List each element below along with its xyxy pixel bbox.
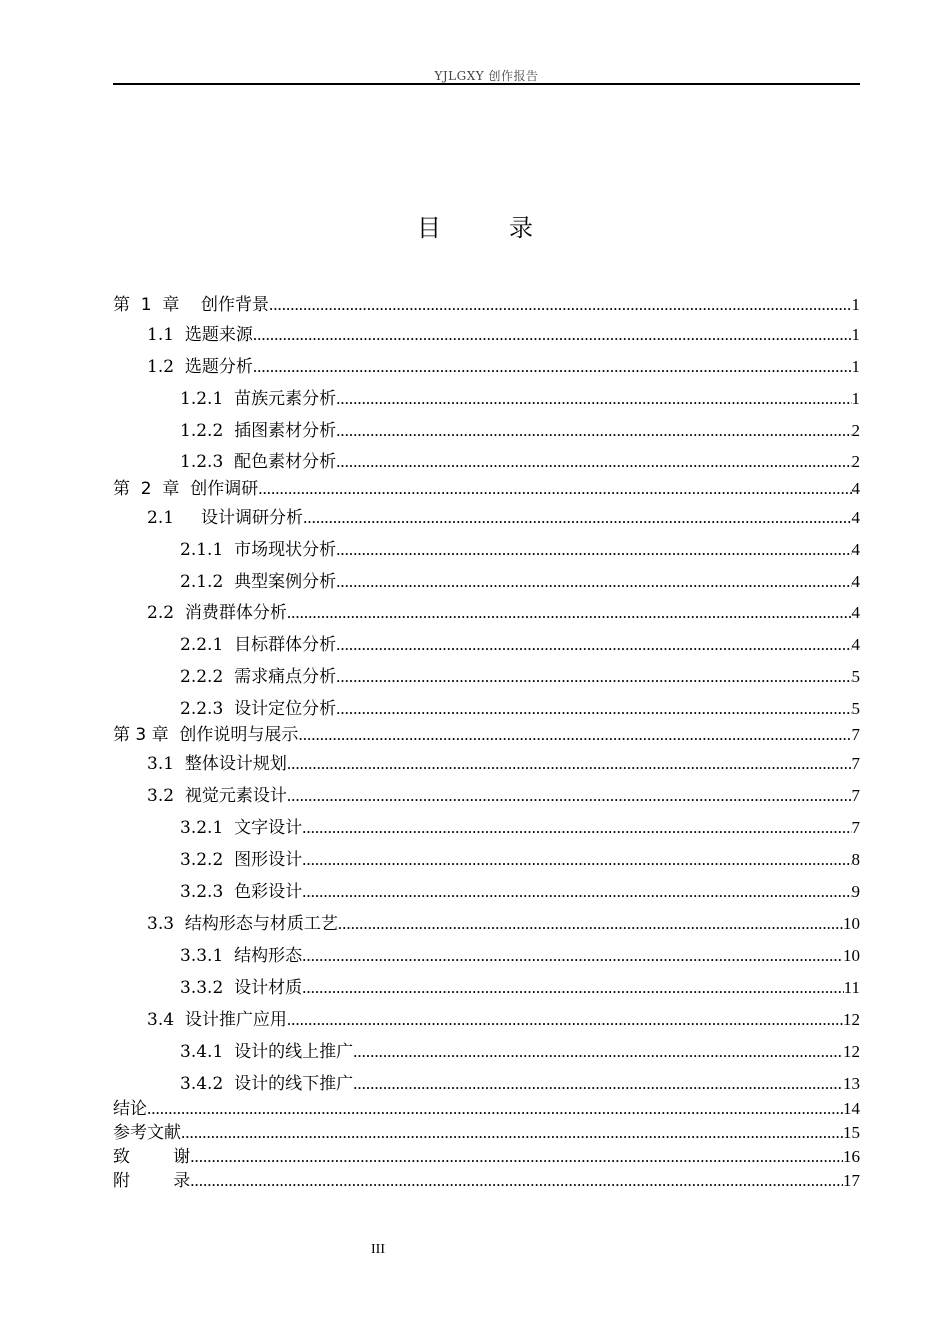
toc-dot-leader xyxy=(336,633,851,657)
toc-entry[interactable] xyxy=(113,355,860,379)
toc-dot-leader xyxy=(353,1040,843,1064)
toc-entry-page: 12 xyxy=(843,1042,860,1061)
toc-entry[interactable] xyxy=(113,912,860,936)
toc-entry-page: 10 xyxy=(843,914,860,933)
toc-entry-label: 3.2.2 图形设计 xyxy=(180,850,303,870)
toc-entry-label: 致 谢 xyxy=(113,1147,191,1167)
toc-dot-leader xyxy=(336,538,851,562)
toc-entry-page: 5 xyxy=(851,699,860,718)
toc-dot-leader xyxy=(336,387,851,411)
toc-entry-page: 1 xyxy=(851,357,860,376)
toc-entry[interactable] xyxy=(113,723,860,747)
toc-entry-page: 5 xyxy=(851,667,860,686)
toc-dot-leader xyxy=(190,1169,843,1193)
toc-entry-page: 10 xyxy=(843,946,860,965)
toc-dot-leader xyxy=(287,784,852,808)
toc-entry-label: 附 录 xyxy=(113,1171,191,1191)
toc-entry[interactable] xyxy=(113,1008,860,1032)
toc-entry-page: 1 xyxy=(851,325,860,344)
toc-entry-label: 1.1 选题来源 xyxy=(147,325,253,345)
toc-entry-label: 1.2.3 配色素材分析 xyxy=(180,452,337,472)
toc-dot-leader xyxy=(287,601,852,625)
toc-entry-page: 2 xyxy=(851,452,860,471)
toc-entry-page: 14 xyxy=(843,1099,860,1118)
toc-dot-leader xyxy=(147,1097,843,1121)
toc-dot-leader xyxy=(287,752,852,776)
toc-entry-page: 4 xyxy=(851,479,860,498)
toc-entry-page: 16 xyxy=(843,1147,860,1166)
toc-entry-label: 3.1 整体设计规划 xyxy=(147,754,287,774)
toc-entry-label: 3.3 结构形态与材质工艺 xyxy=(147,914,338,934)
toc-entry[interactable] xyxy=(113,976,860,1000)
toc-entry-page: 12 xyxy=(843,1010,860,1029)
toc-dot-leader xyxy=(336,697,851,721)
toc-entry[interactable] xyxy=(113,752,860,776)
toc-entry-page: 1 xyxy=(851,295,860,314)
toc-entry-label: 3.2 视觉元素设计 xyxy=(147,786,287,806)
toc-entry[interactable] xyxy=(113,848,860,872)
toc-entry-label: 3.4.2 设计的线下推广 xyxy=(180,1074,354,1094)
toc-entry-label: 1.2 选题分析 xyxy=(147,357,253,377)
toc-entry[interactable] xyxy=(113,1169,860,1193)
toc-entry[interactable] xyxy=(113,944,860,968)
toc-entry-label: 3.4 设计推广应用 xyxy=(147,1010,287,1030)
toc-dot-leader xyxy=(302,848,851,872)
toc-entry-page: 2 xyxy=(851,421,860,440)
header-rule xyxy=(113,83,860,85)
toc-entry[interactable] xyxy=(113,1072,860,1096)
toc-entry[interactable] xyxy=(113,601,860,625)
toc-entry-label: 1.2.1 苗族元素分析 xyxy=(180,389,337,409)
toc-entry-label: 2.2.2 需求痛点分析 xyxy=(180,667,337,687)
toc-entry-page: 4 xyxy=(851,603,860,622)
toc-dot-leader xyxy=(258,477,851,501)
running-header: YJLGXY 创作报告 xyxy=(434,69,539,83)
toc-entry[interactable] xyxy=(113,570,860,594)
toc-entry-page: 7 xyxy=(851,786,860,805)
toc-entry-page: 4 xyxy=(851,635,860,654)
toc-entry-label: 参考文献 xyxy=(113,1123,181,1143)
toc-dot-leader xyxy=(253,355,852,379)
toc-entry[interactable] xyxy=(113,419,860,443)
toc-entry-label: 2.2.3 设计定位分析 xyxy=(180,699,337,719)
toc-entry[interactable] xyxy=(113,1145,860,1169)
toc-dot-leader xyxy=(287,1008,843,1032)
toc-entry-page: 4 xyxy=(851,540,860,559)
toc-dot-leader xyxy=(302,976,844,1000)
toc-dot-leader xyxy=(302,880,851,904)
toc-dot-leader xyxy=(181,1121,843,1145)
toc-entry[interactable] xyxy=(113,477,860,501)
toc-dot-leader xyxy=(336,419,851,443)
toc-entry-page: 1 xyxy=(851,389,860,408)
page-number: III xyxy=(371,1242,385,1257)
toc-entry-label: 3.2.3 色彩设计 xyxy=(180,882,303,902)
toc-entry[interactable] xyxy=(113,387,860,411)
toc-entry[interactable] xyxy=(113,697,860,721)
toc-entry-label: 第 3 章 创作说明与展示 xyxy=(113,725,299,745)
toc-dot-leader xyxy=(298,723,851,747)
toc-dot-leader xyxy=(338,912,843,936)
toc-entry-page: 17 xyxy=(843,1171,860,1190)
toc-entry[interactable] xyxy=(113,633,860,657)
toc-entry-label: 3.3.1 结构形态 xyxy=(180,946,303,966)
toc-entry[interactable] xyxy=(113,506,860,530)
toc-entry-page: 7 xyxy=(851,754,860,773)
toc-entry-page: 13 xyxy=(843,1074,860,1093)
toc-entry-page: 8 xyxy=(851,850,860,869)
toc-entry-page: 4 xyxy=(851,508,860,527)
toc-entry[interactable] xyxy=(113,880,860,904)
toc-entry-page: 4 xyxy=(851,572,860,591)
toc-entry-label: 结论 xyxy=(113,1099,147,1119)
toc-entry-label: 2.1.2 典型案例分析 xyxy=(180,572,337,592)
toc-entry[interactable] xyxy=(113,323,860,347)
toc-entry-page: 15 xyxy=(843,1123,860,1142)
toc-entry-label: 3.4.1 设计的线上推广 xyxy=(180,1042,354,1062)
toc-entry[interactable] xyxy=(113,450,860,474)
toc-dot-leader xyxy=(336,450,851,474)
toc-entry[interactable] xyxy=(113,665,860,689)
toc-entry[interactable] xyxy=(113,784,860,808)
toc-dot-leader xyxy=(269,293,851,317)
toc-dot-leader xyxy=(302,816,851,840)
toc-entry[interactable] xyxy=(113,1040,860,1064)
toc-entry-page: 7 xyxy=(851,725,860,744)
toc-entry-label: 第 1 章 创作背景 xyxy=(113,295,270,315)
toc-dot-leader xyxy=(336,665,851,689)
toc-entry-label: 2.2.1 目标群体分析 xyxy=(180,635,337,655)
toc-entry-label: 2.2 消费群体分析 xyxy=(147,603,287,623)
toc-entry-label: 2.1 设计调研分析 xyxy=(147,508,304,528)
toc-title: 目 录 xyxy=(417,214,555,242)
toc-entry[interactable] xyxy=(113,538,860,562)
toc-dot-leader xyxy=(336,570,851,594)
toc-entry-label: 3.2.1 文字设计 xyxy=(180,818,303,838)
toc-entry[interactable] xyxy=(113,1121,860,1145)
toc-entry[interactable] xyxy=(113,1097,860,1121)
toc-entry-page: 7 xyxy=(851,818,860,837)
toc-entry-page: 11 xyxy=(843,978,860,997)
toc-entry-page: 9 xyxy=(851,882,860,901)
toc-entry[interactable] xyxy=(113,293,860,317)
toc-entry-label: 2.1.1 市场现状分析 xyxy=(180,540,337,560)
toc-entry-label: 1.2.2 插图素材分析 xyxy=(180,421,337,441)
toc-entry-label: 3.3.2 设计材质 xyxy=(180,978,303,998)
toc-entry-label: 第 2 章 创作调研 xyxy=(113,479,259,499)
toc-dot-leader xyxy=(190,1145,843,1169)
toc-entry[interactable] xyxy=(113,816,860,840)
toc-dot-leader xyxy=(353,1072,843,1096)
toc-dot-leader xyxy=(302,944,843,968)
toc-dot-leader xyxy=(253,323,852,347)
toc-dot-leader xyxy=(303,506,851,530)
